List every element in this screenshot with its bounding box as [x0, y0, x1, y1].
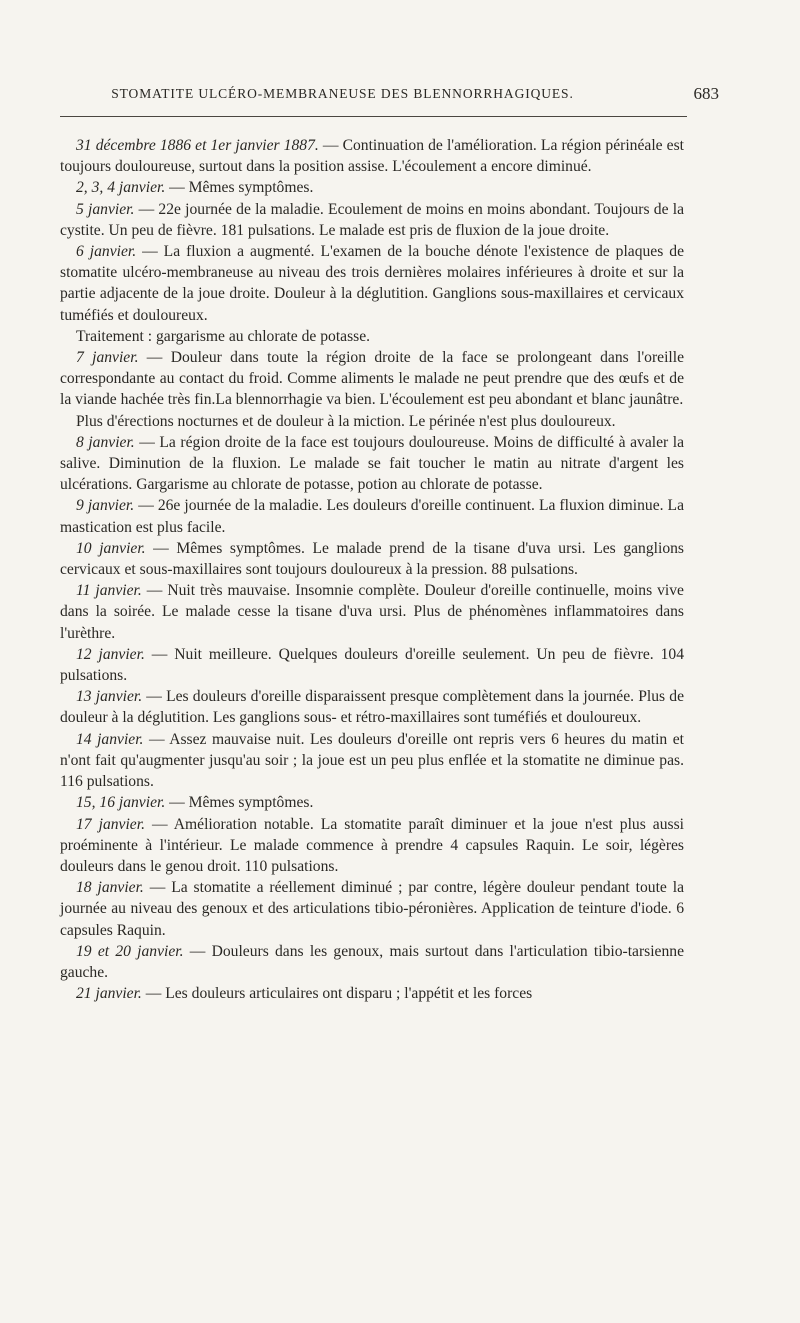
journal-entry [60, 538, 684, 580]
entry-text: — Mêmes symptômes. [165, 794, 314, 812]
entry-date: 5 janvier. [76, 200, 135, 218]
journal-entry [60, 199, 684, 241]
entry-text: — Douleur dans toute la région droite de la face se prolongeant dans l'oreille correspondante au contact du froid. Comme aliments le malade ne peut prendre que des œufs et de la viande hachée très fin.La blennorrhagie va bien. L'écoulement est peu abondant et blanc jaunâtre. [60, 349, 684, 409]
journal-entry [60, 814, 684, 878]
journal-entry [60, 411, 684, 432]
entry-date: 18 janvier. [76, 879, 144, 897]
journal-entry [60, 792, 684, 813]
journal-entry [60, 177, 684, 198]
entry-date: 14 janvier. [76, 730, 144, 748]
entry-text: — Continuation de l'amélioration. La région périnéale est toujours douloureuse, surtout dans la position assise. L'écoulement a encore diminué. [60, 137, 684, 176]
journal-entry [60, 432, 684, 496]
entry-date: 11 janvier. [76, 582, 142, 600]
journal-entry [60, 580, 684, 644]
entry-date: 19 et 20 janvier. [76, 942, 184, 960]
entry-date: 17 janvier. [76, 815, 145, 833]
entry-date: 8 janvier. [76, 433, 135, 451]
running-title: STOMATITE ULCÉRO-MEMBRANEUSE DES BLENNORRHAGIQUES. [111, 86, 574, 101]
entry-text: — Douleurs dans les genoux, mais surtout dans l'articulation tibio-tarsienne gauche. [60, 942, 684, 981]
entry-text: — 22e journée de la maladie. Ecoulement de moins en moins abondant. Toujours de la cystite. Un peu de fièvre. 181 pulsations. Le malade est pris de fluxion de la joue droite. [60, 200, 684, 239]
entry-text: — Les douleurs articulaires ont disparu ; l'appétit et les forces [141, 985, 533, 1003]
entry-date: 12 janvier. [76, 645, 145, 663]
entry-text: — La fluxion a augmenté. L'examen de la bouche dénote l'existence de plaques de stomatite ulcéro-membraneuse au niveau des trois dernières molaires inférieures à droite et sur la partie adjacente de la joue droite. Douleur à la déglutition. Ganglions sous-maxillaires et cervicaux tuméfiés et douloureux. [60, 243, 684, 324]
journal-entry [60, 983, 684, 1004]
journal-entry [60, 877, 684, 941]
entry-text: Traitement : gargarisme au chlorate de potasse. [76, 327, 371, 345]
entry-text: — Nuit très mauvaise. Insomnie complète. Douleur d'oreille continuelle, moins vive dans la soirée. Le malade cesse la tisane d'uva ursi. Plus de phénomènes inflammatoires dans l'urèthre. [60, 582, 684, 642]
journal-entry [60, 644, 684, 686]
entry-text: — La région droite de la face est toujours douloureuse. Moins de difficulté à avaler la salive. Diminution de la fluxion. Le malade se fait toucher le matin au nitrate d'argent les ulcérations. Gargarisme au chlorate de potasse, potion au chlorate de potasse. [60, 433, 684, 494]
entry-date: 9 janvier. [76, 497, 135, 515]
journal-entry [60, 495, 684, 537]
entry-date: 31 décembre 1886 et 1er janvier 1887. [76, 137, 319, 154]
entry-date: 7 janvier. [76, 349, 139, 367]
journal-entry [60, 729, 684, 793]
entry-date: 10 janvier. [76, 539, 146, 557]
journal-entry [60, 347, 684, 411]
entry-text: — Mêmes symptômes. Le malade prend de la tisane d'uva ursi. Les ganglions cervicaux et sous-maxillaires sont toujours douloureux à la pression. 88 pulsations. [60, 539, 684, 579]
entry-text: — Amélioration notable. La stomatite paraît diminuer et la joue n'est plus aussi proéminente à l'intérieur. Le malade commence à prendre 4 capsules Raquin. Le soir, légères douleurs dans le genou droit. 110 pulsations. [60, 815, 684, 875]
entry-date: 21 janvier. [76, 985, 142, 1003]
journal-entry [60, 241, 684, 326]
entry-date: 13 janvier. [76, 688, 143, 706]
journal-entry [60, 135, 684, 177]
entry-text: — Nuit meilleure. Quelques douleurs d'oreille seulement. Un peu de fièvre. 104 pulsations. [60, 645, 684, 685]
journal-entry [60, 941, 684, 983]
entry-text: — Mêmes symptômes. [165, 179, 314, 197]
running-head [60, 84, 719, 110]
entry-date: 15, 16 janvier. [76, 794, 166, 812]
entry-date: 2, 3, 4 janvier. [76, 179, 166, 197]
header-rule [60, 116, 687, 117]
entry-text: — Assez mauvaise nuit. Les douleurs d'oreille ont repris vers 6 heures du matin et n'ont fait qu'augmenter jusqu'au soir ; la joue est un peu plus enflée et la stomatite ne diminue pas. 116 pulsations. [60, 730, 684, 791]
journal-entry [60, 326, 684, 347]
entry-text: Plus d'érections nocturnes et de douleur à la miction. Le périnée n'est plus douloureux. [76, 412, 616, 430]
journal-entry [60, 686, 684, 728]
page-number: 683 [693, 84, 719, 103]
entry-text: — 26e journée de la maladie. Les douleurs d'oreille continuent. La fluxion diminue. La mastication est plus facile. [60, 497, 684, 536]
entry-date: 6 janvier. [76, 243, 137, 261]
entry-text: — Les douleurs d'oreille disparaissent presque complètement dans la journée. Plus de douleur à la déglutition. Les ganglions sous- et rétro-maxillaires sont tuméfiés et douloureux. [60, 688, 684, 727]
entry-text: — La stomatite a réellement diminué ; par contre, légère douleur pendant toute la journée au niveau des genoux et des articulations tibio-péronières. Application de teinture d'iode. 6 capsules Raquin. [60, 879, 684, 939]
journal-body [60, 135, 684, 1004]
